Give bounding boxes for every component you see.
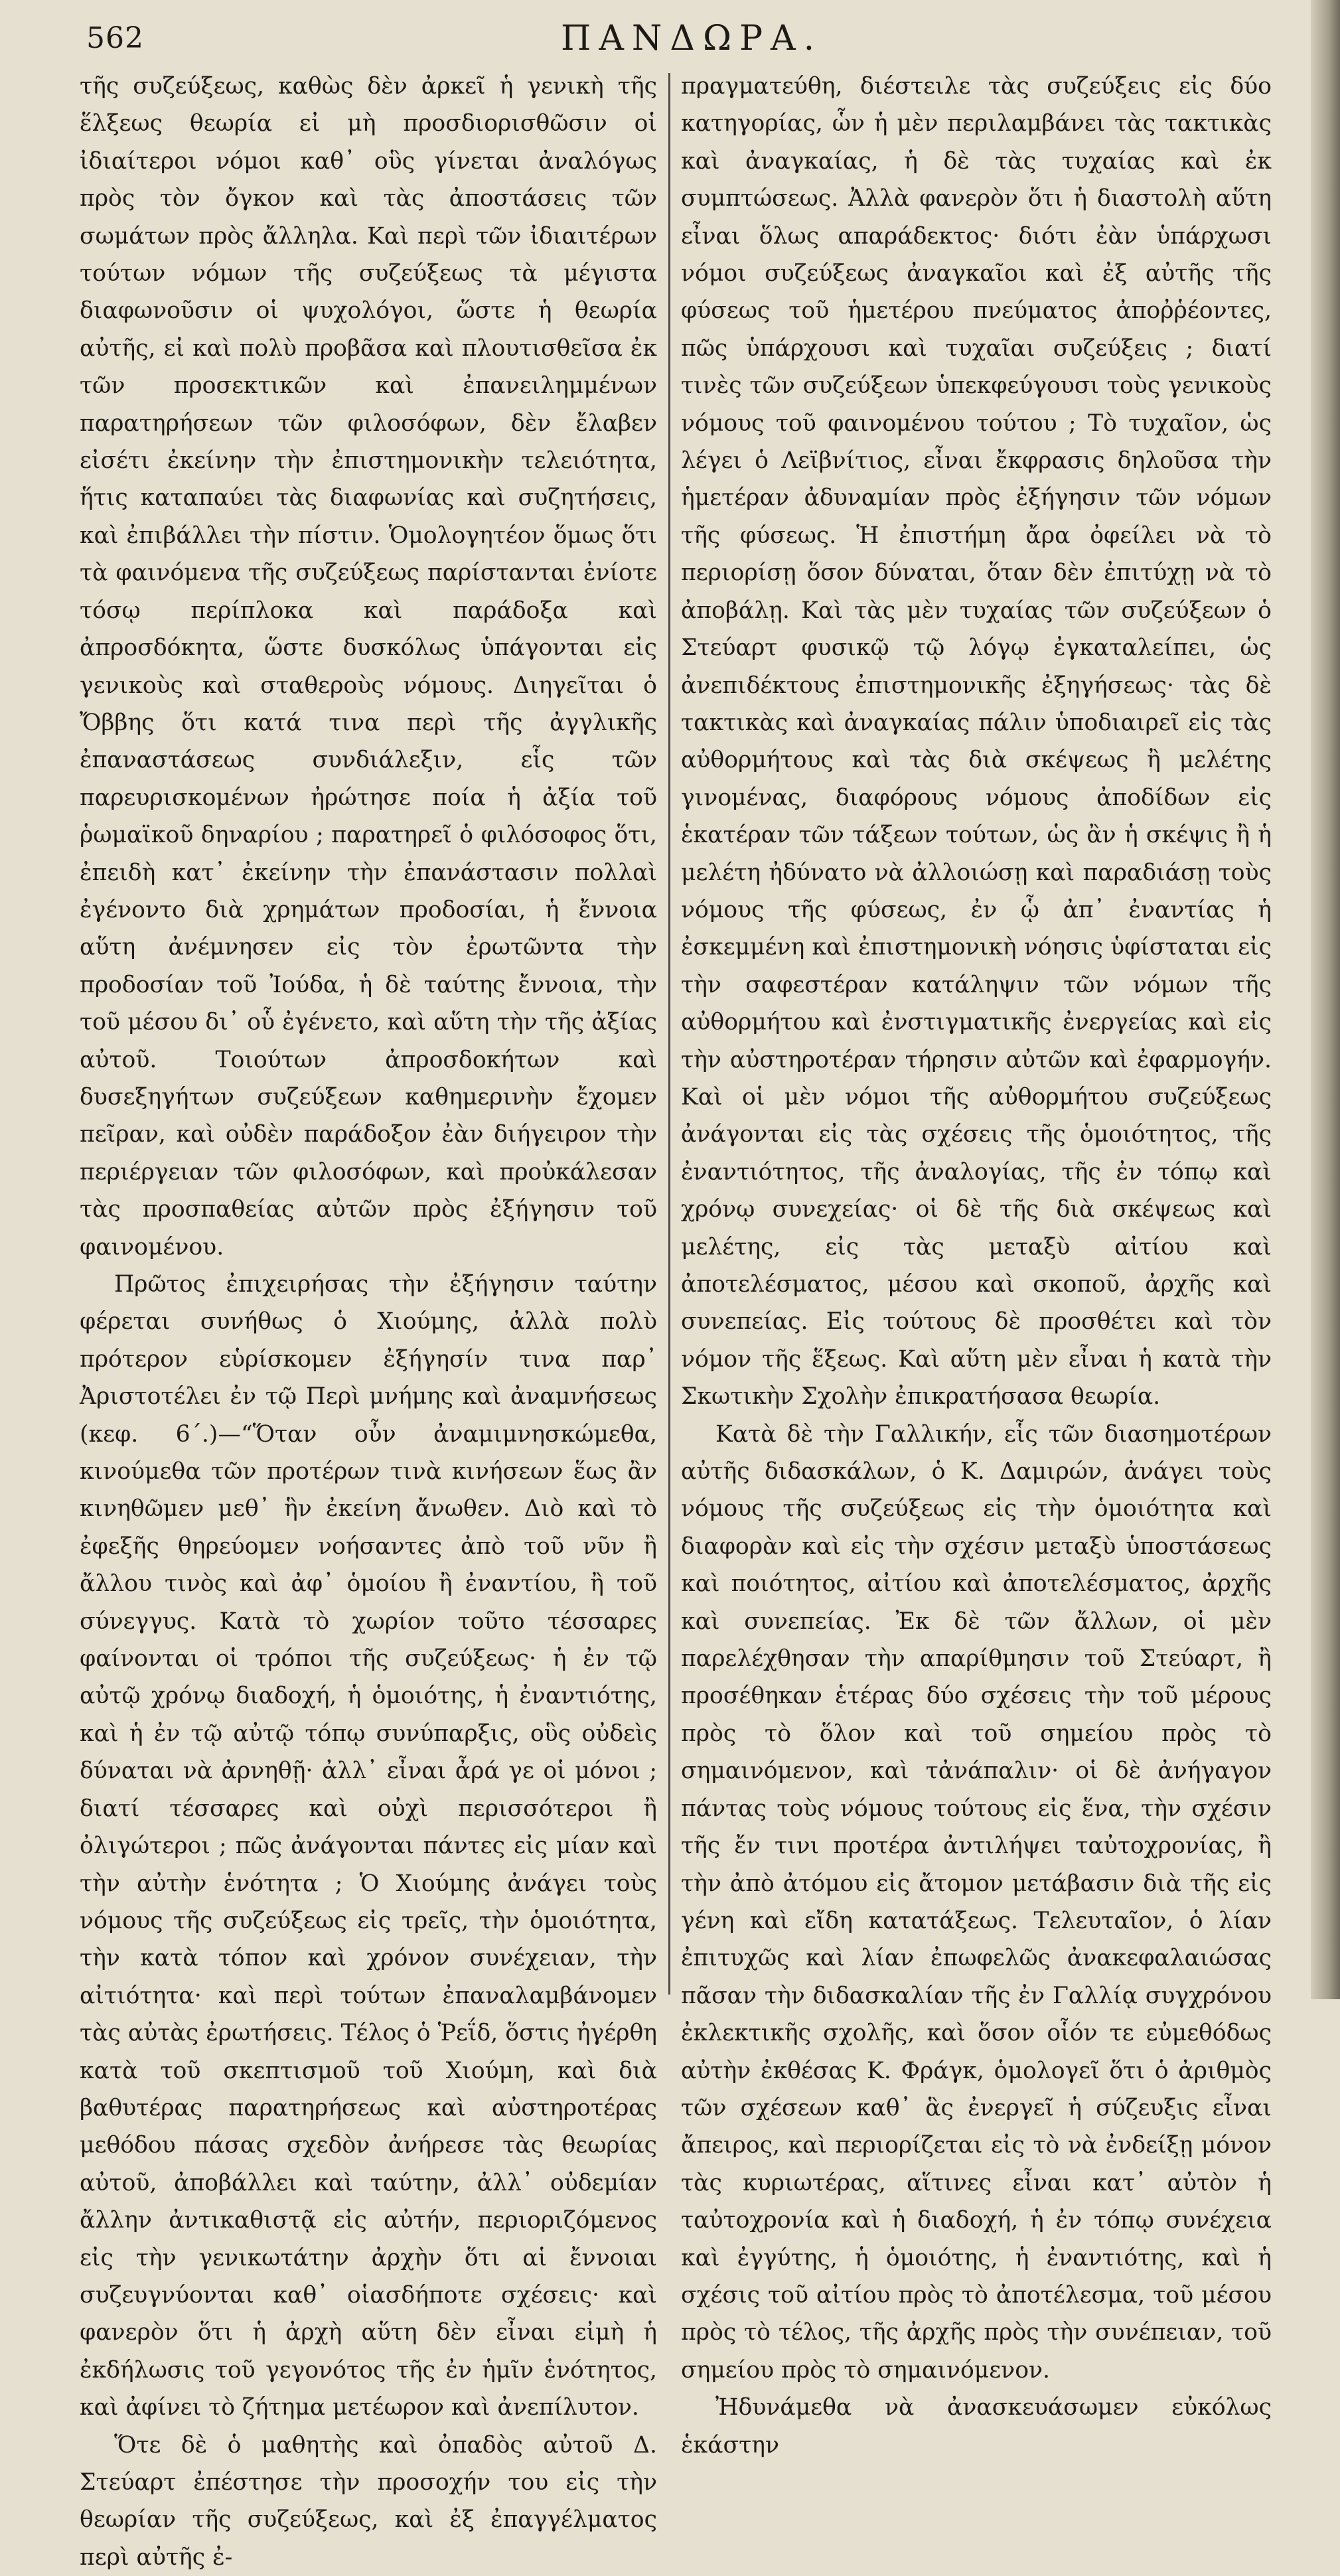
page-header — [0, 16, 1311, 62]
column-divider — [668, 73, 670, 1995]
left-paragraph-3: Ὅτε δὲ ὁ μαθητὴς καὶ ὀπαδὸς αὐτοῦ Δ. Στεύαρτ ἐπέστησε τὴν προσοχήν του εἰς τὴν θεωρίαν τῆς συζεύξεως, καὶ ἐξ ἐπαγγέλματος περὶ αὐτῆς ἐ- — [80, 2431, 657, 2571]
right-column — [681, 68, 1272, 2464]
right-paragraph-2: Κατὰ δὲ τὴν Γαλλικήν, εἷς τῶν διασημοτέρων αὐτῆς διδασκάλων, ὁ Κ. Δαμιρών, ἀνάγει τοὺς νόμους τῆς συζεύξεως εἰς τὴν ὁμοιότητα καὶ διαφορὰν καὶ εἰς τὴν σχέσιν μεταξὺ ὑποστάσεως καὶ ποιότητος, αἰτίου καὶ ἀποτελέσματος, ἀρχῆς καὶ συνεπείας. Ἐκ δὲ τῶν ἄλλων, οἱ μὲν παρελέχθησαν τὴν απαρίθμησιν τοῦ Στεύαρτ, ἢ προσέθηκαν ἑτέρας δύο σχέσεις τὴν τοῦ μέρους πρὸς τὸ ὅλον καὶ τοῦ σημείου πρὸς τὸ σημαινόμενον, καὶ τἀνάπαλιν· οἱ δὲ ἀνήγαγον πάντας τοὺς νόμους τούτους εἰς ἕνα, τὴν σχέσιν τῆς ἔν τινι προτέρα ἀντιλήψει ταὐτοχρονίας, ἢ τὴν ἀπὸ ἀτόμου εἰς ἄτομον μετάβασιν διὰ τῆς εἰς γένη καὶ εἴδη κατατάξεως. Τελευταῖον, ὁ λίαν ἐπιτυχῶς καὶ λίαν ἐπωφελῶς ἀνακεφαλαιώσας πᾶσαν τὴν διδασκαλίαν τῆς ἐν Γαλλίᾳ συγχρόνου ἐκλεκτικῆς σχολῆς, καὶ ὅσον οἷόν τε εὐμεθόδως αὐτὴν ἐκθέσας Κ. Φράγκ, ὁμολογεῖ ὅτι ὁ ἀριθμὸς τῶν σχέσεων καθ᾽ ἃς ἐνεργεῖ ἡ σύζευξις εἶναι ἄπειρος, καὶ περιορίζεται εἰς τὸ νὰ ἐνδείξῃ μόνον τὰς κυριωτέρας, αἵτινες εἶναι κατ᾽ αὐτὸν ἡ ταὐτοχρονία καὶ ἡ διαδοχή, ἡ ἐν τόπῳ συνέχεια καὶ ἐγγύτης, ἡ ὁμοιότης, ἡ ἐναντιότης, καὶ ἡ σχέσις τοῦ αἰτίου πρὸς τὸ ἀποτέλεσμα, τοῦ μέσου πρὸς τὸ τέλος, τῆς ἀρχῆς πρὸς τὴν συνέπειαν, τοῦ σημείου πρὸς τὸ σημαινόμενον. — [681, 1420, 1272, 2384]
right-paragraph-3: Ἠδυνάμεθα νὰ ἀνασκευάσωμεν εὐκόλως ἑκάστην — [681, 2394, 1272, 2459]
page-number: 562 — [86, 21, 144, 55]
running-title: ΠΑΝΔΩΡΑ. — [561, 19, 823, 58]
page-edge-shadow — [1311, 0, 1340, 1999]
right-paragraph-1: πραγματεύθη, διέστειλε τὰς συζεύξεις εἰς δύο κατηγορίας, ὧν ἡ μὲν περιλαμβάνει τὰς τακτικὰς καὶ ἀναγκαίας, ἡ δὲ τὰς τυχαίας καὶ ἐκ συμπτώσεως. Ἀλλὰ φανερὸν ὅτι ἡ διαστολὴ αὕτη εἶναι ὅλως απαράδεκτος· διότι ἐὰν ὑπάρχωσι νόμοι συζεύξεως ἀναγκαῖοι καὶ ἐξ αὐτῆς τῆς φύσεως τοῦ ἡμετέρου πνεύματος ἀποῤῥέοντες, πῶς ὑπάρχουσι καὶ τυχαῖαι συζεύξεις ; διατί τινὲς τῶν συζεύξεων ὑπεκφεύγουσι τοὺς γενικοὺς νόμους τοῦ φαινομένου τούτου ; Τὸ τυχαῖον, ὡς λέγει ὁ Λεϊβνίτιος, εἶναι ἔκφρασις δηλοῦσα τὴν ἡμετέραν ἀδυναμίαν πρὸς ἐξήγησιν τῶν νόμων τῆς φύσεως. Ἡ ἐπιστήμη ἄρα ὀφείλει νὰ τὸ περιορίσῃ ὅσον δύναται, ὅταν δὲν ἐπιτύχῃ νὰ τὸ ἀποβάλῃ. Καὶ τὰς μὲν τυχαίας τῶν συζεύξεων ὁ Στεύαρτ φυσικῷ τῷ λόγῳ ἐγκαταλείπει, ὡς ἀνεπιδέκτους ἐπιστημονικῆς ἐξηγήσεως· τὰς δὲ τακτικὰς καὶ ἀναγκαίας πάλιν ὑποδιαιρεῖ εἰς τὰς αὐθορμήτους καὶ τὰς διὰ σκέψεως ἢ μελέτης γινομένας, διαφόρους νόμους ἀποδίδων εἰς ἑκατέραν τῶν τάξεων τούτων, ὡς ἂν ἡ σκέψις ἢ ἡ μελέτη ἠδύνατο νὰ ἀλλοιώσῃ καὶ παραδιάσῃ τοὺς νόμους τῆς φύσεως, ἐν ᾧ ἀπ᾽ ἐναντίας ἡ ἐσκεμμένη καὶ ἐπιστημονικὴ νόησις ὑφίσταται εἰς τὴν σαφεστέραν κατάληψιν τῶν νόμων τῆς αὐθορμήτου καὶ ἐνστιγματικῆς ἐνεργείας καὶ εἰς τὴν αὐστηροτέραν τήρησιν αὐτῶν καὶ ἐφαρμογήν. Καὶ οἱ μὲν νόμοι τῆς αὐθορμήτου συζεύξεως ἀνάγονται εἰς τὰς σχέσεις τῆς ὁμοιότητος, τῆς ἐναντιότητος, τῆς ἀναλογίας, τῆς ἐν τόπῳ καὶ χρόνῳ συνεχείας· οἱ δὲ τῆς διὰ σκέψεως καὶ μελέτης, εἰς τὰς μεταξὺ αἰτίου καὶ ἀποτελέσματος, μέσου καὶ σκοποῦ, ἀρχῆς καὶ συνεπείας. Εἰς τούτους δὲ προσθέτει καὶ τὸν νόμον τῆς ἕξεως. Καὶ αὕτη μὲν εἶναι ἡ κατὰ τὴν Σκωτικὴν Σχολὴν ἐπικρατήσασα θεωρία. — [681, 73, 1272, 1410]
left-column — [80, 68, 657, 2576]
left-paragraph-2: Πρῶτος ἐπιχειρήσας τὴν ἐξήγησιν ταύτην φέρεται συνήθως ὁ Χιούμης, ἀλλὰ πολὺ πρότερον εὑρίσκομεν ἐξήγησίν τινα παρ᾽ Ἀριστοτέλει ἐν τῷ Περὶ μνήμης καὶ ἀναμνήσεως (κεφ. 6΄.)—“Ὅταν οὖν ἀναμιμνησκώμεθα, κινούμεθα τῶν προτέρων τινὰ κινήσεων ἕως ἂν κινηθῶμεν μεθ᾽ ἣν ἐκείνη ἄνωθεν. Διὸ καὶ τὸ ἐφεξῆς θηρεύομεν νοήσαντες ἀπὸ τοῦ νῦν ἢ ἄλλου τινὸς καὶ ἀφ᾽ ὁμοίου ἢ ἐναντίου, ἢ τοῦ σύνεγγυς. Κατὰ τὸ χωρίον τοῦτο τέσσαρες φαίνονται οἱ τρόποι τῆς συζεύξεως· ἡ ἐν τῷ αὐτῷ χρόνῳ διαδοχή, ἡ ὁμοιότης, ἡ ἐναντιότης, καὶ ἡ ἐν τῷ αὐτῷ τόπῳ συνύπαρξις, οὓς οὐδεὶς δύναται νὰ ἀρνηθῇ· ἀλλ᾽ εἶναι ἆρά γε οἱ μόνοι ; διατί τέσσαρες καὶ οὐχὶ περισσότεροι ἢ ὀλιγώτεροι ; πῶς ἀνάγονται πάντες εἰς μίαν καὶ τὴν αὐτὴν ἑνότητα ; Ὁ Χιούμης ἀνάγει τοὺς νόμους τῆς συζεύξεως εἰς τρεῖς, τὴν ὁμοιότητα, τὴν κατὰ τόπον καὶ χρόνον συνέχειαν, τὴν αἰτιότητα· καὶ περὶ τούτων ἐπαναλαμβάνομεν τὰς αὐτὰς ἐρωτήσεις. Τέλος ὁ Ῥεΐδ, ὅστις ἠγέρθη κατὰ τοῦ σκεπτισμοῦ τοῦ Χιούμη, καὶ διὰ βαθυτέρας παρατηρήσεως καὶ αὐστηροτέρας μεθόδου πάσας σχεδὸν ἀνήρεσε τὰς θεωρίας αὐτοῦ, ἀποβάλλει καὶ ταύτην, ἀλλ᾽ οὐδεμίαν ἄλλην ἀντικαθιστᾷ εἰς αὐτήν, περιοριζόμενος εἰς τὴν γενικωτάτην ἀρχὴν ὅτι αἱ ἔννοιαι συζευγνύονται καθ᾽ οἱασδήποτε σχέσεις· καὶ φανερὸν ὅτι ἡ ἀρχὴ αὕτη δὲν εἶναι εἰμὴ ἡ ἐκδήλωσις τοῦ γεγονότος τῆς ἐν ἡμῖν ἑνότητος, καὶ ἀφίνει τὸ ζήτημα μετέωρον καὶ ἀνεπίλυτον. — [80, 1271, 657, 2421]
left-paragraph-1: τῆς συζεύξεως, καθὼς δὲν ἀρκεῖ ἡ γενικὴ τῆς ἕλξεως θεωρία εἰ μὴ προσδιορισθῶσιν οἱ ἰδιαίτεροι νόμοι καθ᾽ οὓς γίνεται ἀναλόγως πρὸς τὸν ὄγκον καὶ τὰς ἀποστάσεις τῶν σωμάτων πρὸς ἄλληλα. Καὶ περὶ τῶν ἰδιαιτέρων τούτων νόμων τῆς συζεύξεως τὰ μέγιστα διαφωνοῦσιν οἱ ψυχολόγοι, ὥστε ἡ θεωρία αὐτῆς, εἰ καὶ πολὺ προβᾶσα καὶ πλουτισθεῖσα ἐκ τῶν προσεκτικῶν καὶ ἐπανειλημμένων παρατηρήσεων τῶν φιλοσόφων, δὲν ἔλαβεν εἰσέτι ἐκείνην τὴν ἐπιστημονικὴν τελειότητα, ἥτις καταπαύει τὰς διαφωνίας καὶ συζητήσεις, καὶ ἐπιβάλλει τὴν πίστιν. Ὁμολογητέον ὅμως ὅτι τὰ φαινόμενα τῆς συζεύξεως παρίστανται ἐνίοτε τόσῳ περίπλοκα καὶ παράδοξα καὶ ἀπροσδόκητα, ὥστε δυσκόλως ὑπάγονται εἰς γενικοὺς καὶ σταθεροὺς νόμους. Διηγεῖται ὁ Ὄββης ὅτι κατά τινα περὶ τῆς ἀγγλικῆς ἐπαναστάσεως συνδιάλεξιν, εἷς τῶν παρευρισκομένων ἠρώτησε ποία ἡ ἀξία τοῦ ῥωμαϊκοῦ δηναρίου ; παρατηρεῖ ὁ φιλόσοφος ὅτι, ἐπειδὴ κατ᾽ ἐκείνην τὴν ἐπανάστασιν πολλαὶ ἐγένοντο διὰ χρημάτων προδοσίαι, ἡ ἔννοια αὕτη ἀνέμνησεν εἰς τὸν ἐρωτῶντα τὴν προδοσίαν τοῦ Ἰούδα, ἡ δὲ ταύτης ἔννοια, τὴν τοῦ μέσου δι᾽ οὗ ἐγένετο, καὶ αὕτη τὴν τῆς ἀξίας αὐτοῦ. Τοιούτων ἀπροσδοκήτων καὶ δυσεξηγήτων συζεύξεων καθημερινὴν ἔχομεν πεῖραν, καὶ οὐδὲν παράδοξον ἐὰν διήγειρον τὴν περιέργειαν τῶν φιλοσόφων, καὶ προὐκάλεσαν τὰς προσπαθείας αὐτῶν πρὸς ἐξήγησιν τοῦ φαινομένου. — [80, 73, 657, 1260]
